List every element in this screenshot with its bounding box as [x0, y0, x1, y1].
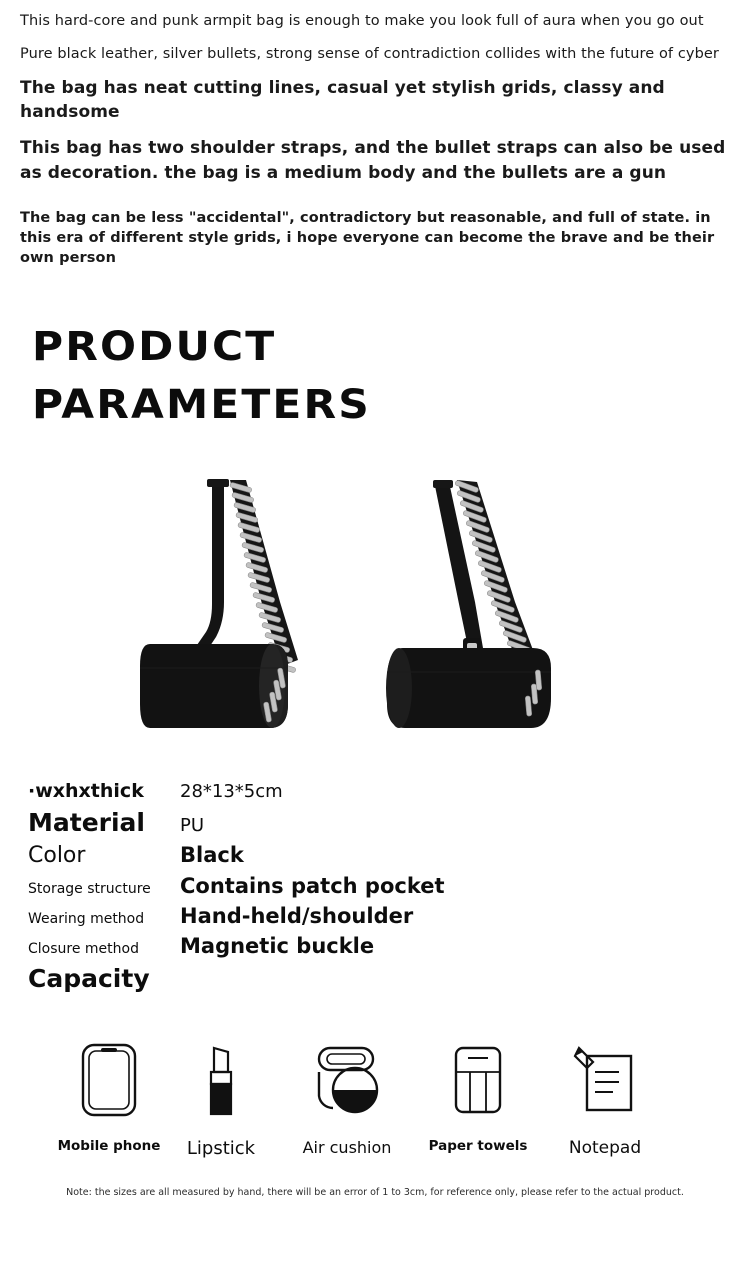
capacity-item-air-cushion — [284, 1040, 410, 1157]
capacity-icon-row — [0, 1040, 750, 1190]
notepad-icon — [540, 1040, 670, 1118]
spec-label-material: Material — [28, 808, 145, 837]
spec-value-storage-structure: Contains patch pocket — [180, 874, 445, 898]
spec-label-size: ·wxhxthick — [28, 780, 144, 802]
description-line-1: This hard-core and punk armpit bag is enough to make you look full of aura when you go out — [20, 13, 704, 29]
capacity-label-mobile-phone: Mobile phone — [57, 1138, 161, 1154]
section-heading — [32, 318, 632, 434]
spec-value-closure-method: Magnetic buckle — [180, 934, 375, 958]
heading-line-2: PARAMETERS — [32, 382, 371, 428]
description-line-3: The bag has neat cutting lines, casual yet stylish grids, classy and handsome — [20, 78, 665, 122]
product-description — [0, 0, 750, 268]
spec-row-storage-structure — [0, 874, 750, 898]
paper-towels-icon — [415, 1040, 541, 1118]
spec-value-size: 28*13*5cm — [180, 781, 283, 802]
spec-label-wearing-method: Wearing method — [28, 911, 145, 927]
spec-row-capacity — [0, 964, 750, 993]
capacity-label-notepad: Notepad — [568, 1138, 642, 1158]
lipstick-icon — [165, 1040, 277, 1118]
spec-row-size — [0, 780, 750, 802]
product-image-right — [365, 452, 665, 762]
air-cushion-icon — [284, 1040, 410, 1118]
spec-value-color: Black — [180, 843, 244, 867]
heading-line-1: PRODUCT — [32, 324, 277, 370]
spec-label-capacity: Capacity — [28, 964, 150, 993]
specifications-table — [0, 780, 750, 999]
capacity-label-paper-towels: Paper towels — [428, 1138, 528, 1154]
capacity-item-mobile-phone — [46, 1040, 172, 1154]
spec-value-wearing-method: Hand-held/shoulder — [180, 904, 414, 928]
mobile-phone-icon — [46, 1040, 172, 1118]
spec-label-storage-structure: Storage structure — [28, 881, 151, 897]
spec-row-wearing-method — [0, 904, 750, 928]
spec-row-material — [0, 808, 750, 837]
spec-value-material: PU — [180, 815, 205, 836]
description-line-2: Pure black leather, silver bullets, strong sense of contradiction collides with the future of cyber — [20, 46, 719, 62]
spec-row-closure-method — [0, 934, 750, 958]
description-line-5: The bag can be less "accidental", contradictory but reasonable, and full of state. in this era of different style grids, i hope everyone can become the brave and be their own person — [20, 210, 715, 266]
capacity-item-notepad — [540, 1040, 670, 1158]
spec-row-color — [0, 843, 750, 868]
footnote: Note: the sizes are all measured by hand, there will be an error of 1 to 3cm, for reference only, please refer to the actual product. — [66, 1187, 684, 1198]
capacity-label-lipstick: Lipstick — [186, 1138, 256, 1159]
description-line-4: This bag has two shoulder straps, and the bullet straps can also be used as decoration. the bag is a medium body and the bullets are a gun — [20, 138, 726, 183]
spec-label-closure-method: Closure method — [28, 941, 139, 957]
capacity-item-lipstick — [165, 1040, 277, 1159]
product-image-row — [0, 452, 750, 762]
capacity-item-paper-towels — [415, 1040, 541, 1154]
spec-label-color: Color — [28, 843, 86, 868]
capacity-label-air-cushion: Air cushion — [302, 1138, 392, 1157]
